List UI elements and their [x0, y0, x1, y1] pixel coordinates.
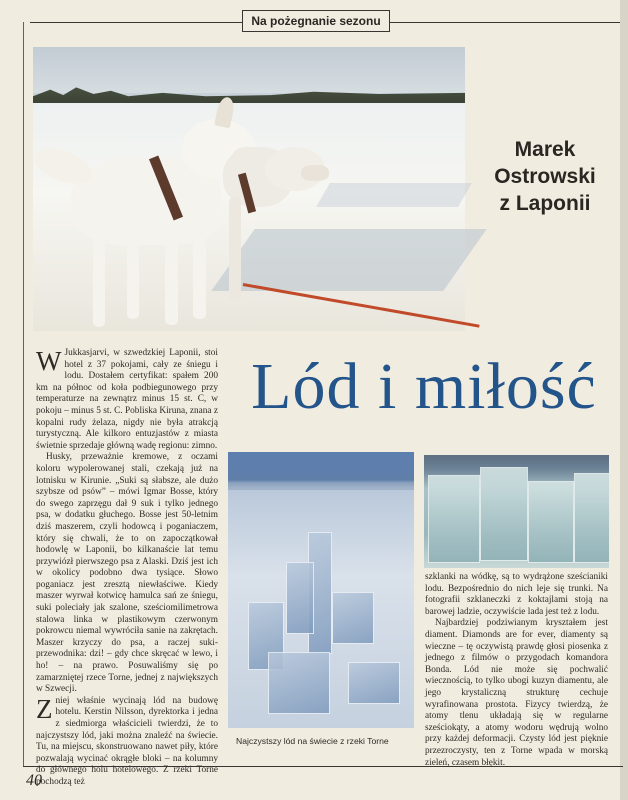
husky-leg [193, 227, 206, 319]
husky-leg [93, 237, 105, 327]
section-label: Na pożegnanie sezonu [242, 10, 390, 32]
drop-cap: W [36, 346, 62, 376]
ice-glasses-photo [424, 455, 609, 568]
footer-rule [23, 766, 623, 767]
paragraph-text: Jukkasjarvi, w szwedzkiej Laponii, stoi hotel z 37 pokojami, cały ze śniegu i lodu. Dostałem certyfikat: spałem 200 km na północ od koła podbiegunowego przy temperaturze na zewnątrz minus 15 st. C, w pokoju – minus 5 st. C. Pobliska Kiruna, znana z kopalni rudy żelaza, nigdy nie była atrakcją turystyczną. Ale kilkoro entuzjastów z miasta świetnie sprzedaje główną wadę regionu: zimno. [36, 348, 218, 451]
ice-slab [480, 467, 528, 561]
page-edge [620, 0, 628, 800]
paragraph [36, 693, 218, 789]
text-column-right [425, 572, 608, 768]
paragraph: szklanki na wódkę, są to wydrążone sześcianiki lodu. Bezpośrednio do nich leje się trunki. Na fotografii szklaneczki z koktajlami stoją na barowej ladzie, oczywiście lada jest też z lodu. [425, 572, 608, 617]
ice-slab [528, 481, 574, 563]
ice-slab [428, 475, 480, 563]
photo-shadow [211, 229, 486, 291]
paragraph: Husky, przeważnie kremowe, z oczami koloru wypolerowanej stali, czekają już na lotnisku w Kirunie. „Suki są słabsze, ale dużo szybsze od psów” – mówi Igmar Bosse, który do swego zaprzęgu dał 9 suk i tylko jednego psa, w dodatku głuchego. Bosse jest 50-letnim dziś maszerem, czyli hodowcą i poganiaczem, który się chwali, że to on zapoczątkował hodowlę w Laponii, bo kilkanaście lat temu przywiózł pierwszego psa z Alaski. Dziś jest ich w okolicy podobno dwa tysiące. Słowo poganiacz jest zresztą niewłaściwe. Kiedy maszer wyrwał kotwicę hamulca sań ze śniegu, suki poleciały jak szalone, sześciomilimetrowa stalowa linka w plastikowym czerwonym pokrowcu niemal wywróciła sanie na zakrętach. Maszer krzyczy do psa, a raczej suki-przewodnika: dzi! – gdy chce skręcać w lewo, i ho! – na prawo. Posuwaliśmy się po zamarzniętej rzece Torne, jednej z największych w Szwecji. [36, 452, 218, 695]
ice-block [268, 652, 330, 714]
husky-photo [33, 47, 465, 331]
photo-sky [33, 47, 465, 93]
paragraph [36, 348, 218, 452]
husky-snout [301, 165, 329, 181]
photo-caption: Najczystszy lód na świecie z rzeki Torne [236, 736, 389, 746]
text-column-left [36, 346, 218, 787]
photo-horizon [228, 482, 414, 490]
ice-block [332, 592, 374, 644]
author-byline [470, 136, 620, 217]
page-number: 40 [26, 772, 42, 789]
husky-leg [229, 197, 241, 301]
husky-leg [165, 233, 178, 325]
ice-slab [574, 473, 610, 563]
author-line: Ostrowski [494, 165, 596, 188]
ice-river-photo [228, 452, 414, 728]
ice-block [286, 562, 314, 634]
husky-leg [127, 235, 139, 319]
left-margin-rule [23, 22, 24, 766]
author-line: Marek [514, 138, 576, 161]
paragraph: Najbardziej podziwianym kryształem jest diament. Diamonds are for ever, diamenty są wieczne – tę oczywistą prawdę głosi piosenka z jednego z filmów o przygodach komandora Bonda. Lód nie może się pochwalić wiecznością, to tylko ubogi kuzyn diamentu, ale jego krystaliczną strukturę cechuje wyrafinowana prostota. Fizycy twierdzą, że atomy tlenu układają się w regularne sześciokąty, a atomy wodoru wędrują wolno przy każdej deformacji. Czysty lód jest pięknie przezroczysty, ten z Torne wpada w morską zieleń, czasem błękit. [425, 618, 608, 768]
author-line: z Laponii [499, 192, 591, 215]
drop-cap: Z [36, 693, 53, 724]
paragraph-text: niej właśnie wycinają lód na budowę hotelu. Kerstin Nilsson, dyrektorka i jedna z siedmiorga właścicieli twierdzi, że to najczystszy lód, jaki można znaleźć na świecie. Tu, na miejscu, skonstruowano nawet piły, które pozwalają wycinać okrągłe bloki – na kolumny do głównego holu hotelowego. Z rzeki Torne pochodzą też [36, 695, 218, 787]
article-title: Lód i miłość [251, 350, 597, 423]
photo-shadow [316, 183, 472, 207]
ice-block [348, 662, 400, 704]
